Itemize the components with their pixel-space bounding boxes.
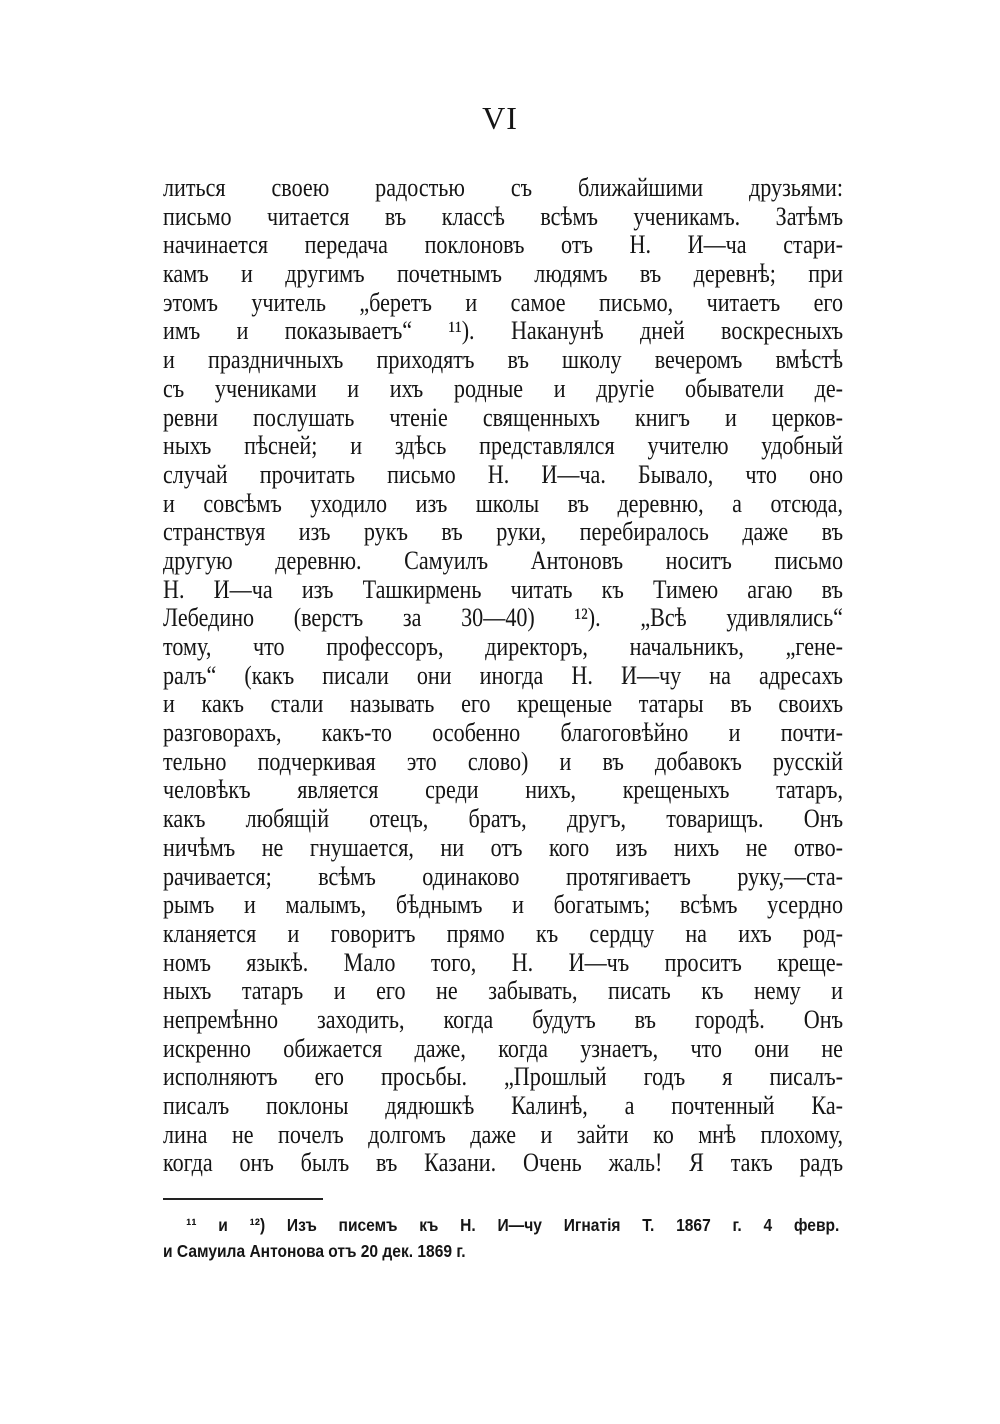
footnote-line-2: и Самуила Антонова отъ 20 дек. 1869 г. [163,1241,466,1261]
text-line: начинается передача поклоновъ отъ Н. И—ча стари- [163,230,843,260]
footnote-divider [163,1198,323,1200]
text-line: ревни послушать чтеніе священныхъ книгъ и церков- [163,402,843,432]
text-line: человѣкъ является среди нихъ, крещеныхъ татаръ, [163,775,843,805]
text-line: случай прочитать письмо Н. И—ча. Бывало, что оно [163,459,843,489]
text-line: исполняютъ его просьбы. „Прошлый годъ я писалъ- [163,1062,843,1092]
text-line: кланяется и говоритъ прямо къ сердцу на ихъ род- [163,918,843,948]
text-line: разговорахъ, какъ-то особенно благоговѣйно и почти- [163,718,843,748]
text-line: письмо читается въ классѣ всѣмъ ученикамъ. Затѣмъ [163,201,843,231]
text-line: искренно обижается даже, когда узнаетъ, что они не [163,1033,843,1063]
text-line: и праздничныхъ приходятъ въ школу вечеромъ вмѣстѣ [163,345,843,375]
page-number: VI [482,100,518,136]
text-line: и какъ стали называть его крещеные татары въ своихъ [163,689,843,719]
text-line: Лебедино (верстъ за 30—40) ¹²). „Всѣ удивлялись“ [163,603,843,633]
text-line: непремѣнно заходить, когда будутъ въ городѣ. Онъ [163,1004,843,1034]
text-line: какъ любящій отецъ, братъ, другъ, товарищъ. Онъ [163,804,843,834]
footnote-line-1: ¹¹ и ¹²) Изъ писемъ къ Н. И—чу Игнатія Т. 1867 г. 4 февр. [186,1215,840,1235]
text-line: лина не почелъ долгомъ даже и зайти ко мнѣ плохому, [163,1119,843,1149]
text-line: и совсѣмъ уходило изъ школы въ деревню, а отсюда, [163,488,843,518]
text-line: ничѣмъ не гнушается, ни отъ кого изъ нихъ не отво- [163,832,843,862]
text-line: съ учениками и ихъ родные и другіе обыватели де- [163,373,843,403]
text-line: писалъ поклоны дядюшкѣ Калинѣ, а почтенный Ка- [163,1091,843,1120]
text-line: ныхъ пѣсней; и здѣсь представлялся учителю удобный [163,431,843,461]
text-line: тельно подчеркивая это слово) и въ добавокъ русскій [163,746,843,776]
text-line: странствуя изъ рукъ въ руки, перебиралось даже въ [163,517,843,547]
body-text [163,174,963,1178]
text-line: другую деревню. Самуилъ Антоновъ носитъ письмо [163,545,843,575]
text-line: номъ языкѣ. Мало того, Н. И—чъ проситъ креще- [163,947,843,977]
text-line: этомъ учитель „беретъ и самое письмо, читаетъ его [163,287,843,317]
text-line: камъ и другимъ почетнымъ людямъ въ деревнѣ; при [163,259,843,289]
text-line: Н. И—ча изъ Ташкирмень читать къ Тимею агаю въ [163,574,843,604]
text-line: рымъ и малымъ, бѣднымъ и богатымъ; всѣмъ усердно [163,890,843,920]
text-line: ныхъ татаръ и его не забывать, писать къ нему и [163,976,843,1006]
text-line: когда онъ былъ въ Казани. Очень жаль! Я такъ радъ [163,1148,843,1178]
text-line: имъ и показываетъ“ ¹¹). Наканунѣ дней воскресныхъ [163,316,843,346]
footnote [163,1212,923,1264]
text-line: рачивается; всѣмъ одинаково протягиваетъ руку,—ста- [163,861,843,891]
text-line: ралъ“ (какъ писали они иногда Н. И—чу на адресахъ [163,660,843,690]
text-line: литься своею радостью съ ближайшими друзьями: [163,173,843,202]
text-line: тому, что профессоръ, директоръ, начальникъ, „гене- [163,632,843,661]
